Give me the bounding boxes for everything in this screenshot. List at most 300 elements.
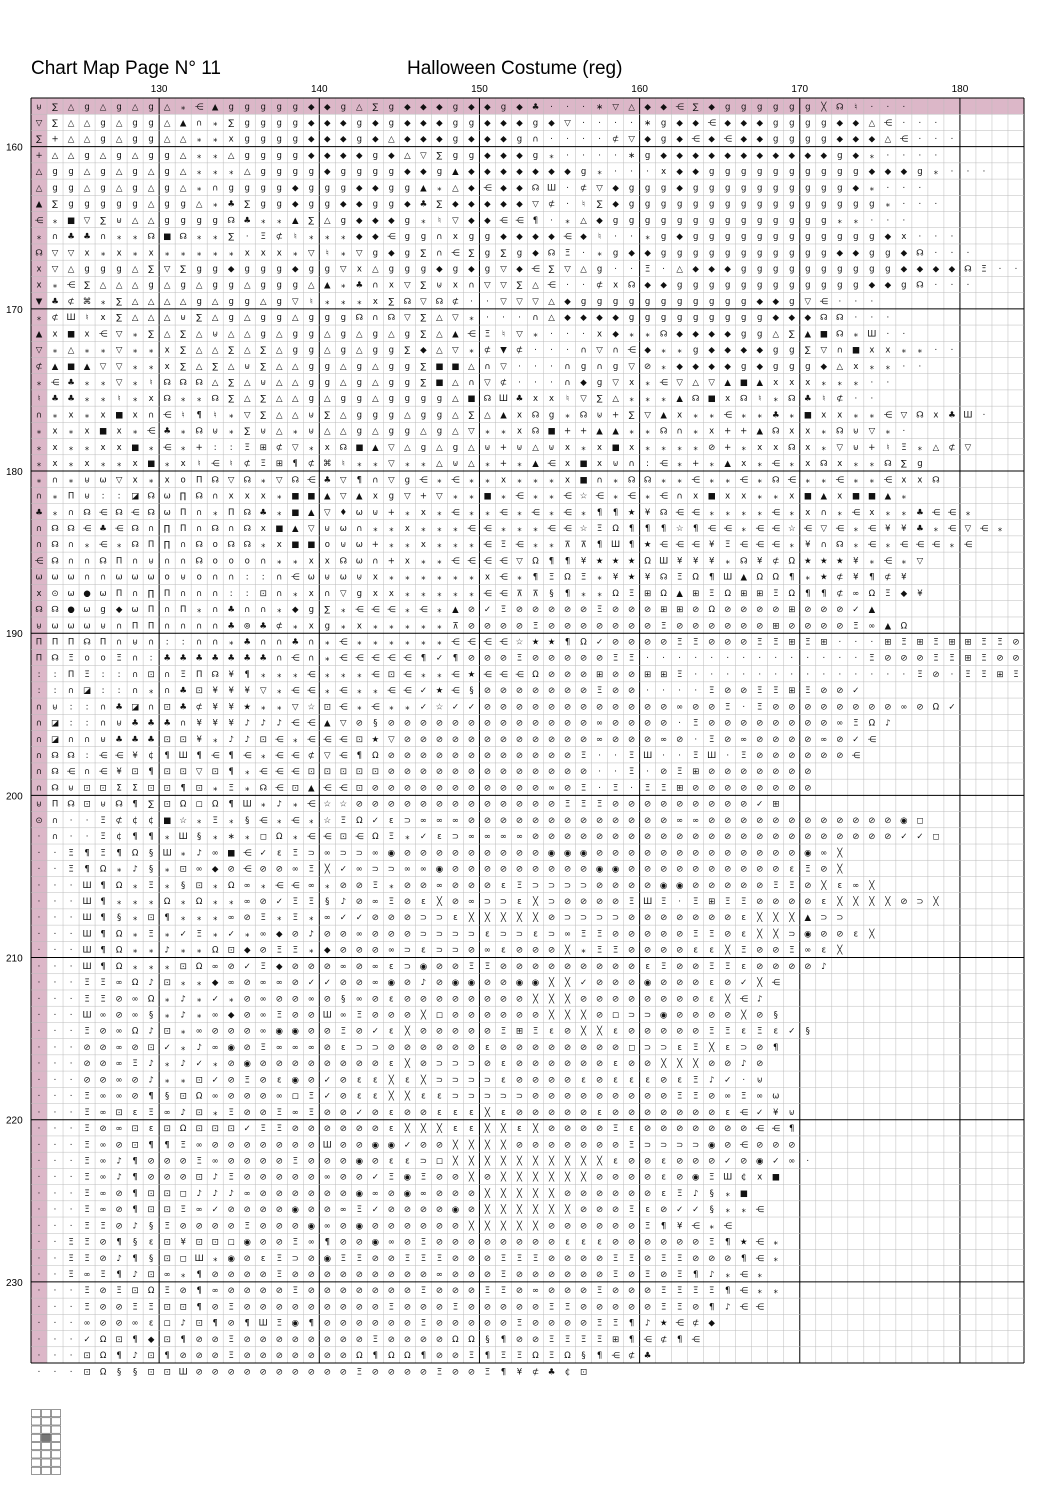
grid-symbol: g — [452, 118, 459, 129]
grid-symbol: ⊘ — [708, 442, 716, 453]
grid-symbol: ✓ — [371, 1026, 379, 1037]
grid-symbol: ⊘ — [596, 994, 604, 1005]
grid-symbol: ⊘ — [483, 1237, 492, 1248]
grid-symbol: ⁎ — [325, 686, 330, 697]
grid-symbol: ∞ — [243, 880, 251, 891]
grid-symbol: Ξ — [276, 1253, 282, 1264]
grid-symbol: ¶ — [100, 945, 106, 956]
grid-symbol: ⊘ — [724, 864, 732, 875]
grid-symbol: ⊘ — [547, 702, 556, 713]
grid-symbol: ⊘ — [612, 1107, 620, 1118]
grid-symbol: ☊ — [691, 394, 700, 405]
row-number: 210 — [6, 953, 23, 965]
grid-symbol: x — [100, 410, 106, 421]
grid-symbol: ◆ — [756, 296, 764, 307]
grid-symbol: ∞ — [371, 896, 379, 907]
grid-symbol: ⊘ — [772, 961, 780, 972]
grid-symbol: ▲ — [500, 410, 507, 421]
grid-symbol: ¶ — [308, 1318, 314, 1329]
grid-symbol: ∑ — [420, 248, 427, 259]
grid-symbol: ⊘ — [275, 1172, 283, 1183]
page-cell — [32, 1459, 41, 1466]
grid-symbol: Ξ — [612, 1124, 619, 1135]
grid-symbol: ∞ — [307, 1042, 315, 1053]
grid-symbol: ⊘ — [531, 702, 540, 713]
grid-symbol: ♪ — [116, 1253, 122, 1264]
grid-symbol: · — [37, 929, 41, 940]
grid-symbol: Ξ — [228, 1351, 234, 1362]
grid-symbol: g — [180, 199, 186, 210]
grid-symbol: ¥ — [212, 702, 218, 713]
grid-symbol: ♮ — [854, 102, 858, 113]
grid-symbol: · — [37, 1026, 41, 1037]
grid-symbol: + — [387, 556, 395, 567]
grid-symbol: △ — [436, 459, 443, 470]
grid-symbol: △ — [275, 426, 283, 437]
grid-symbol: ▽ — [324, 751, 331, 762]
grid-symbol: ⊘ — [419, 994, 427, 1005]
grid-symbol: ⋲ — [291, 767, 300, 778]
grid-symbol: ⊞ — [772, 621, 780, 632]
grid-symbol: g — [356, 588, 363, 599]
grid-symbol: ◆ — [804, 150, 812, 161]
grid-symbol: ⁎ — [469, 345, 474, 356]
grid-symbol: ∞ — [99, 1107, 107, 1118]
grid-symbol: ⊃ — [451, 929, 459, 940]
grid-symbol: ⋲ — [355, 605, 364, 616]
grid-symbol: ◆ — [708, 1318, 715, 1329]
grid-symbol: Ξ — [500, 605, 507, 616]
grid-symbol: Ξ — [260, 1124, 266, 1135]
grid-symbol: ⁎ — [965, 507, 971, 518]
grid-symbol: ⊍ — [99, 621, 107, 632]
grid-symbol: ▽ — [340, 588, 347, 599]
grid-symbol: ◆ — [356, 232, 363, 243]
grid-symbol: ⁎ — [261, 475, 266, 486]
grid-symbol: ◆ — [420, 167, 427, 178]
grid-symbol: ⊡ — [195, 1237, 203, 1248]
grid-symbol: ⁎ — [68, 475, 74, 486]
grid-symbol: ⊘ — [243, 1351, 251, 1362]
grid-symbol: ⊘ — [612, 832, 620, 843]
grid-symbol: · — [950, 134, 954, 145]
grid-symbol: x — [597, 329, 603, 340]
grid-symbol: ⋲ — [739, 540, 748, 551]
grid-symbol: ◉ — [563, 848, 572, 859]
grid-symbol: g — [741, 167, 747, 178]
grid-symbol: ⁎ — [597, 572, 602, 583]
grid-symbol: ● — [67, 605, 75, 616]
grid-symbol: ⊘ — [531, 605, 540, 616]
grid-symbol: ⋲ — [275, 751, 284, 762]
grid-symbol: ∩ — [596, 475, 603, 486]
grid-symbol: ¶ — [708, 572, 715, 583]
grid-symbol: ⊘ — [596, 1010, 604, 1021]
grid-symbol: ⊘ — [99, 1318, 107, 1329]
grid-symbol: ◆ — [340, 134, 347, 145]
grid-symbol: ☊ — [531, 183, 540, 194]
grid-symbol: ⊘ — [644, 1188, 652, 1199]
grid-symbol: · — [69, 1334, 73, 1345]
grid-symbol: g — [372, 199, 379, 210]
grid-symbol: · — [902, 118, 906, 129]
grid-symbol: ╳ — [548, 1188, 555, 1199]
grid-symbol: ▽ — [404, 313, 411, 324]
grid-symbol: · — [678, 751, 682, 762]
grid-symbol: ⊡ — [163, 734, 171, 745]
grid-symbol: △ — [275, 345, 283, 356]
grid-symbol: ■ — [467, 394, 476, 405]
grid-symbol: ◉ — [675, 880, 684, 891]
grid-symbol: · — [53, 1156, 57, 1167]
grid-symbol: · — [37, 978, 41, 989]
grid-symbol: x — [116, 248, 122, 259]
grid-symbol: g — [84, 102, 90, 113]
grid-symbol: ⊘ — [275, 1334, 283, 1345]
grid-symbol: ⊄ — [115, 815, 123, 826]
grid-symbol: ε — [693, 945, 698, 956]
grid-symbol: ⊘ — [323, 1367, 331, 1378]
grid-symbol: Ω — [388, 1351, 395, 1362]
grid-symbol: ⊘ — [371, 1270, 379, 1280]
grid-symbol: g — [757, 232, 763, 243]
grid-symbol: g — [580, 167, 587, 178]
grid-symbol: g — [741, 215, 747, 226]
grid-symbol: ⊞ — [515, 1026, 524, 1037]
grid-symbol: + — [579, 426, 588, 437]
grid-symbol: ⋲ — [483, 637, 492, 648]
grid-symbol: ⋲ — [371, 605, 380, 616]
grid-symbol: Π — [35, 637, 43, 648]
grid-symbol: ⊡ — [163, 783, 171, 794]
grid-symbol: ⊘ — [275, 1237, 283, 1248]
grid-symbol: ⊘ — [868, 702, 876, 713]
grid-symbol: ♣ — [355, 280, 364, 291]
grid-symbol: ⁎ — [485, 507, 490, 518]
grid-symbol: ∩ — [468, 280, 475, 291]
grid-symbol: ⁎ — [261, 880, 266, 891]
grid-symbol: ⁎ — [261, 215, 266, 226]
grid-symbol: ⊘ — [756, 783, 764, 794]
grid-symbol: ♪ — [260, 718, 266, 729]
grid-symbol: · — [598, 118, 601, 129]
grid-symbol: ⊘ — [676, 1107, 684, 1118]
grid-symbol: ⊘ — [243, 1140, 251, 1151]
grid-symbol: § — [245, 815, 250, 826]
grid-symbol: ∩ — [180, 588, 187, 599]
grid-symbol: ⁎ — [116, 540, 122, 551]
grid-symbol: ∩ — [83, 734, 91, 745]
grid-symbol: ∞ — [467, 896, 475, 907]
grid-symbol: g — [789, 167, 795, 178]
grid-symbol: ☊ — [131, 523, 139, 534]
grid-symbol: ∞ — [419, 1188, 427, 1199]
grid-symbol: ⊘ — [1012, 653, 1020, 664]
grid-symbol: ∩ — [212, 588, 219, 599]
grid-symbol: ◉ — [547, 848, 556, 859]
grid-symbol: · — [646, 767, 649, 778]
grid-symbol: ■ — [67, 361, 76, 372]
grid-symbol: ⁎ — [773, 491, 778, 502]
grid-symbol: g — [260, 199, 266, 210]
grid-symbol: Ξ — [676, 637, 683, 648]
grid-symbol: ⊘ — [419, 1221, 427, 1232]
grid-symbol: g — [805, 248, 811, 259]
grid-symbol: ◻ — [435, 1010, 443, 1021]
grid-symbol: § — [373, 718, 378, 729]
grid-symbol: ⋲ — [563, 507, 572, 518]
grid-symbol: ⊘ — [660, 929, 668, 940]
grid-symbol: ⊘ — [772, 815, 780, 826]
grid-symbol: g — [837, 264, 843, 275]
grid-symbol: ⊘ — [291, 1334, 299, 1345]
grid-symbol: g — [292, 329, 298, 340]
grid-symbol: △ — [868, 118, 876, 129]
grid-symbol: ⁎ — [645, 491, 650, 502]
grid-symbol: g — [308, 378, 314, 389]
grid-symbol: ⁎ — [421, 621, 426, 632]
grid-symbol: ▽ — [596, 183, 603, 194]
grid-symbol: ⁎ — [277, 815, 282, 826]
grid-symbol: ⊘ — [451, 783, 459, 794]
grid-symbol: Ξ — [244, 442, 250, 453]
grid-symbol: ⊘ — [307, 1334, 315, 1345]
grid-symbol: ◆ — [868, 134, 876, 145]
grid-symbol: ⁎ — [52, 491, 58, 502]
grid-symbol: ☊ — [884, 459, 892, 470]
grid-symbol: ⊘ — [708, 1010, 716, 1021]
grid-symbol: ✓ — [323, 978, 331, 989]
grid-symbol: · — [854, 669, 858, 680]
grid-symbol: ⊡ — [259, 588, 267, 599]
grid-symbol: · — [69, 832, 73, 843]
grid-symbol: ⋲ — [883, 556, 893, 567]
grid-symbol: g — [724, 296, 731, 307]
grid-symbol: ⊘ — [307, 1140, 315, 1151]
grid-symbol: ⊘ — [628, 848, 636, 859]
grid-symbol: ¶ — [84, 848, 90, 859]
grid-symbol: ⊘ — [371, 1302, 379, 1313]
grid-symbol: g — [388, 167, 395, 178]
grid-symbol: ☊ — [659, 507, 668, 518]
grid-symbol: ⁎ — [293, 556, 298, 567]
grid-symbol: ⊘ — [483, 702, 492, 713]
grid-symbol: g — [805, 134, 811, 145]
grid-symbol: ⁎ — [165, 880, 170, 891]
grid-symbol: △ — [340, 361, 347, 372]
grid-symbol: ⋲ — [98, 540, 108, 551]
grid-symbol: ⁎ — [132, 232, 138, 243]
grid-symbol: g — [741, 248, 747, 259]
grid-symbol: ⊘ — [612, 702, 620, 713]
grid-symbol: · — [902, 329, 906, 340]
grid-symbol: g — [789, 118, 795, 129]
grid-symbol: ♣ — [515, 394, 524, 405]
grid-symbol: ☊ — [435, 296, 444, 307]
grid-symbol: Ξ — [100, 994, 106, 1005]
grid-symbol: △ — [468, 459, 475, 470]
grid-symbol: ⊘ — [612, 718, 620, 729]
grid-symbol: : — [229, 588, 233, 599]
grid-symbol: ⊘ — [355, 896, 363, 907]
grid-symbol: ⋲ — [307, 799, 316, 810]
grid-symbol: g — [356, 361, 363, 372]
grid-symbol: ⊘ — [596, 848, 604, 859]
grid-symbol: · — [742, 669, 746, 680]
grid-symbol: △ — [163, 102, 171, 113]
grid-symbol: ◉ — [387, 848, 396, 859]
current-page-cell — [42, 1434, 51, 1441]
grid-symbol: · — [918, 183, 922, 194]
grid-symbol: ⋲ — [307, 734, 316, 745]
grid-symbol: ⊘ — [291, 1188, 299, 1199]
grid-symbol: ♣ — [803, 394, 812, 405]
grid-symbol: ⁎ — [725, 475, 730, 486]
grid-symbol: ◆ — [420, 134, 427, 145]
grid-symbol: ∩ — [99, 718, 107, 729]
grid-symbol: △ — [147, 313, 155, 324]
grid-symbol: ⁎ — [437, 556, 442, 567]
grid-symbol: Ω — [99, 1334, 107, 1345]
grid-symbol: △ — [179, 183, 187, 194]
grid-symbol: ⊘ — [563, 1107, 572, 1118]
grid-symbol: x — [789, 491, 795, 502]
grid-symbol: ∞ — [259, 929, 267, 940]
grid-symbol: ⊃ — [387, 864, 395, 875]
grid-symbol: ⊘ — [628, 864, 636, 875]
grid-symbol: Ξ — [692, 1091, 699, 1102]
grid-symbol: ◉ — [275, 1026, 283, 1037]
grid-symbol: ⊡ — [131, 1286, 139, 1297]
grid-symbol: ⊘ — [451, 751, 459, 762]
grid-symbol: ⊘ — [531, 1091, 540, 1102]
grid-symbol: ╳ — [821, 880, 827, 891]
grid-symbol: g — [180, 280, 186, 291]
grid-symbol: ◻ — [227, 1237, 235, 1248]
grid-symbol: ◆ — [372, 232, 379, 243]
grid-symbol: ▲ — [291, 523, 299, 534]
grid-symbol: ⊘ — [628, 978, 636, 989]
grid-symbol: g — [724, 313, 731, 324]
grid-symbol: Ξ — [692, 1286, 699, 1297]
grid-symbol: ⊄ — [884, 572, 892, 583]
grid-symbol: Ξ — [260, 1042, 266, 1053]
grid-symbol: Ξ — [580, 929, 587, 940]
grid-symbol: · — [886, 183, 890, 194]
grid-symbol: x — [484, 572, 490, 583]
grid-symbol: ⊘ — [499, 864, 508, 875]
page-cell — [42, 1410, 51, 1417]
grid-symbol: ∞ — [419, 864, 427, 875]
grid-symbol: ¶ — [100, 913, 106, 924]
grid-symbol: ⁎ — [132, 929, 138, 940]
grid-symbol: ⋲ — [915, 540, 925, 551]
grid-symbol: ⁎ — [917, 345, 923, 356]
grid-symbol: ♪ — [180, 1107, 186, 1118]
grid-symbol: · — [598, 783, 601, 794]
grid-symbol: ◆ — [916, 264, 924, 275]
grid-symbol: g — [148, 150, 154, 161]
grid-symbol: ⊘ — [612, 686, 620, 697]
grid-symbol: ⊘ — [836, 929, 844, 940]
grid-symbol: g — [805, 280, 811, 291]
grid-symbol: ⁎ — [661, 442, 666, 453]
grid-symbol: ⋲ — [899, 540, 909, 551]
grid-symbol: ♣ — [531, 102, 540, 113]
grid-symbol: ⊞ — [596, 669, 604, 680]
grid-symbol: ⊘ — [628, 1286, 636, 1297]
grid-symbol: ▽ — [820, 345, 828, 356]
grid-symbol: ⊘ — [563, 653, 572, 664]
grid-symbol: § — [148, 848, 154, 859]
grid-symbol: ∩ — [164, 556, 171, 567]
grid-symbol: Ш — [178, 1367, 188, 1378]
grid-symbol: ∑ — [324, 410, 331, 421]
grid-symbol: ✓ — [419, 686, 427, 697]
grid-symbol: Ξ — [709, 961, 715, 972]
grid-symbol: ⊘ — [531, 1334, 540, 1345]
grid-symbol: Ξ — [84, 1156, 90, 1167]
grid-symbol: ⊘ — [708, 799, 716, 810]
grid-symbol: ⊘ — [676, 1156, 684, 1167]
grid-symbol: ¶ — [612, 507, 619, 518]
grid-symbol: ⊘ — [515, 718, 524, 729]
grid-symbol: g — [773, 232, 779, 243]
grid-symbol: Ω — [276, 832, 283, 843]
grid-symbol: ■ — [739, 378, 748, 389]
grid-symbol: ✓ — [371, 1172, 379, 1183]
grid-symbol: Ω — [532, 1351, 539, 1362]
grid-symbol: ⁎ — [52, 280, 58, 291]
grid-symbol: · — [69, 994, 73, 1005]
grid-symbol: ▲ — [308, 507, 315, 518]
grid-symbol: ⁎ — [181, 426, 186, 437]
grid-symbol: △ — [372, 426, 379, 437]
grid-symbol: ⋲ — [755, 1253, 764, 1264]
grid-symbol: ◻ — [179, 1253, 187, 1264]
grid-symbol: ☊ — [179, 232, 187, 243]
grid-symbol: ω — [355, 556, 363, 567]
grid-symbol: g — [500, 102, 507, 113]
grid-symbol: Ш — [82, 1010, 92, 1021]
grid-symbol: ⊞ — [692, 767, 700, 778]
grid-symbol: ⁎ — [581, 945, 586, 956]
grid-symbol: · — [630, 232, 633, 243]
grid-symbol: · — [742, 1075, 746, 1086]
grid-symbol: ⊘ — [419, 751, 427, 762]
grid-symbol: ∩ — [676, 426, 683, 437]
grid-symbol: ⊘ — [259, 1302, 267, 1313]
grid-symbol: ☊ — [836, 313, 844, 324]
grid-symbol: Ξ — [612, 1270, 619, 1280]
grid-symbol: ▽ — [500, 296, 507, 307]
grid-symbol: ⊃ — [547, 896, 556, 907]
grid-symbol: ∩ — [196, 621, 203, 632]
grid-symbol: ⊘ — [612, 1140, 620, 1151]
grid-symbol: · — [53, 1140, 57, 1151]
page-cell — [32, 1410, 41, 1417]
grid-symbol: ☊ — [51, 605, 59, 616]
grid-symbol: ¶ — [180, 1334, 186, 1345]
grid-symbol: ∑ — [212, 361, 219, 372]
grid-symbol: ◆ — [500, 199, 507, 210]
grid-symbol: Ξ — [676, 572, 683, 583]
grid-symbol: ⁎ — [197, 167, 202, 178]
grid-symbol: ★ — [611, 556, 620, 567]
grid-symbol: ⁎ — [197, 605, 202, 616]
grid-symbol: ◻ — [916, 815, 924, 826]
grid-symbol: g — [789, 280, 795, 291]
